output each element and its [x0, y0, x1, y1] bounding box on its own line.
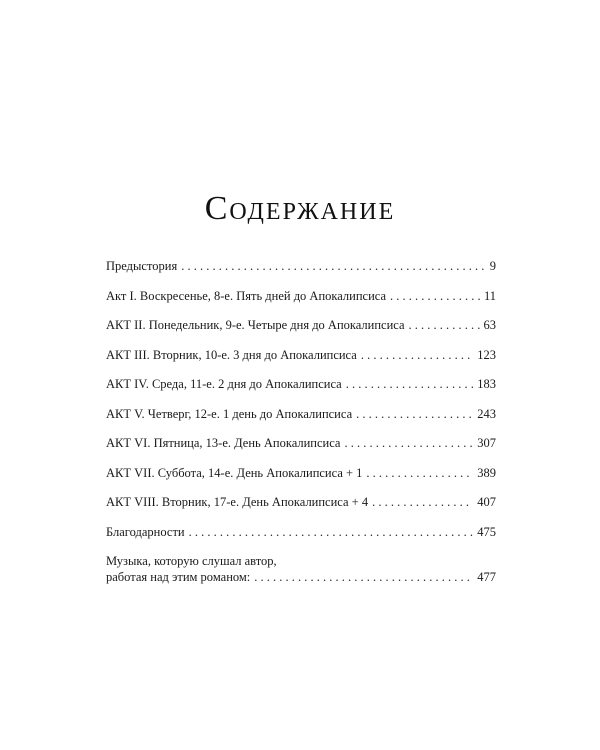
toc-entry [106, 258, 496, 274]
toc-entry-label: Акт I. Воскресенье, 8-е. Пять дней до Апокалипсиса [106, 288, 387, 303]
toc-entry-label: АКТ V. Четверг, 12-е. 1 день до Апокалипсиса [106, 406, 353, 421]
toc-entry-label: АКТ II. Понедельник, 9-е. Четыре дня до Апокалипсиса [106, 318, 405, 332]
toc-leader-dots [254, 569, 473, 585]
toc-entry-label: АКТ VII. Суббота, 14-е. День Апокалипсиса + 1 [106, 465, 363, 480]
toc-entry [106, 553, 496, 585]
toc-entry-page: 389 [477, 465, 496, 480]
toc-entry-page: 243 [477, 406, 496, 421]
toc-entry-label: Предыстория [106, 259, 178, 273]
toc-entry-page: 63 [483, 318, 496, 332]
toc-entry [106, 288, 496, 304]
toc-entry-label: работая над этим романом: [106, 570, 251, 584]
toc-entry-label-line1: Музыка, которую слушал автор, [106, 554, 277, 568]
toc-entry [106, 406, 496, 422]
toc-leader-dots [390, 288, 480, 304]
page-title: Содержание [204, 190, 396, 227]
toc-entry [106, 317, 496, 333]
toc-entry-label: АКТ VI. Пятница, 13-е. День Апокалипсиса [106, 436, 341, 450]
toc-entry-page: 307 [477, 436, 496, 450]
toc-entry-page: 11 [483, 288, 496, 303]
toc-leader-dots [366, 465, 473, 481]
toc-leader-dots [361, 347, 473, 363]
toc-entry [106, 376, 496, 392]
toc-leader-dots [409, 317, 480, 333]
toc-entry [106, 347, 496, 363]
toc-entry [106, 465, 496, 481]
toc-entry [106, 524, 496, 540]
toc-entry-label: АКТ IV. Среда, 11-е. 2 дня до Апокалипсиса [106, 377, 342, 391]
toc-entry-page: 183 [477, 377, 496, 391]
toc-entry [106, 494, 496, 510]
toc-entry-label: АКТ III. Вторник, 10-е. 3 дня до Апокалипсиса [106, 347, 357, 362]
table-of-contents [106, 258, 496, 599]
toc-entry-page: 9 [489, 259, 496, 273]
toc-leader-dots [346, 376, 474, 392]
toc-entry-page: 475 [477, 524, 496, 539]
toc-entry-page: 407 [477, 495, 496, 509]
toc-entry-page: 477 [477, 570, 496, 584]
toc-entry-label: АКТ VIII. Вторник, 17-е. День Апокалипсиса + 4 [106, 495, 369, 509]
toc-entry-label: Благодарности [106, 524, 185, 539]
toc-entry [106, 435, 496, 451]
toc-leader-dots [345, 435, 474, 451]
toc-leader-dots [181, 258, 486, 274]
toc-leader-dots [189, 524, 474, 540]
toc-leader-dots [356, 406, 473, 422]
toc-entry-page: 123 [477, 347, 496, 362]
toc-leader-dots [372, 494, 473, 510]
